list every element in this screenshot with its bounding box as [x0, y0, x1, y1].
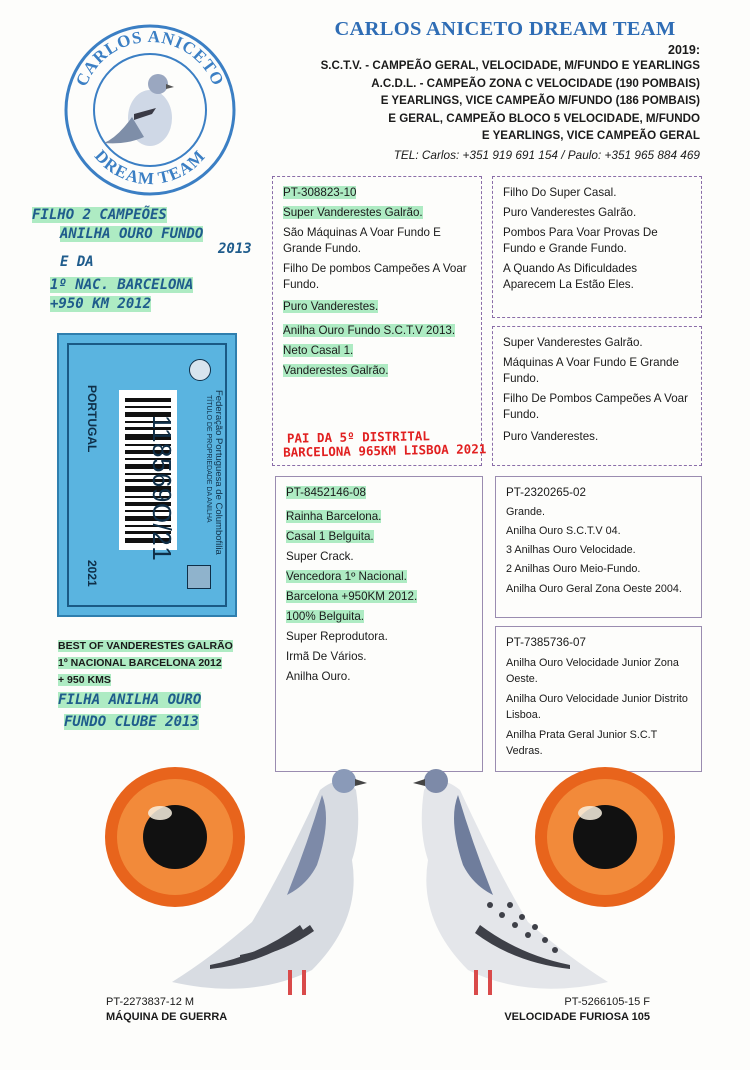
dam-note: Super Crack. [286, 550, 354, 563]
caption-line: BEST OF VANDERESTES GALRÃO [58, 640, 233, 652]
dam-ring: PT-8452146-08 [286, 486, 366, 499]
achievement-line: A.C.D.L. - CAMPEÃO ZONA C VELOCIDADE (190 POMBAIS) [371, 76, 700, 90]
sire-sire-note: Pombos Para Voar Provas De Fundo e Grande Fundo. [503, 226, 658, 255]
sire-sire-note: Puro Vanderestes Galrão. [503, 206, 637, 219]
dam-highlight: 100% Belguita. [286, 610, 364, 623]
caption-line: 1º NACIONAL BARCELONA 2012 [58, 657, 222, 669]
hand-note-line: FILHO 2 CAMPEÕES [32, 207, 167, 223]
dam-dam-note: Anilha Ouro Velocidade Junior Zona Oeste. [506, 657, 679, 685]
right-bird-name: VELOCIDADE FURIOSA 105 [504, 1011, 650, 1023]
ring-ownership-card [57, 333, 237, 617]
sire-highlight: Vanderestes Galrão. [283, 364, 389, 377]
achievement-line: E YEARLINGS, VICE CAMPEÃO GERAL [481, 129, 700, 142]
sire-dam-note: Puro Vanderestes. [503, 430, 599, 443]
handwritten-notes [28, 206, 268, 314]
sire-dam-box [492, 326, 702, 466]
hand-note-line: 2013 [218, 241, 252, 257]
sire-dam-note: Super Vanderestes Galrão. [503, 336, 643, 349]
caption-hand-line: FILHA ANILHA OURO [58, 692, 202, 708]
card-country: PORTUGAL [85, 385, 99, 453]
achievement-line: E YEARLINGS, VICE CAMPEÃO M/FUNDO (186 POMBAIS) [380, 94, 700, 107]
ring-number: 118569O/21 [147, 415, 177, 562]
dam-dam-note: Anilha Prata Geral Junior S.C.T Vedras. [506, 729, 658, 757]
sire-highlight: Anilha Ouro Fundo S.C.T.V 2013. [283, 324, 456, 337]
card-title-line: TÍTULO DE PROPRIEDADE DA ANILHA [205, 395, 212, 523]
team-stamp-logo [62, 22, 238, 198]
parent-pigeons-photo [90, 755, 690, 1015]
handwritten-red-note [283, 428, 487, 460]
dam-dam-box [495, 626, 702, 772]
results-year: 2019: [668, 43, 700, 57]
caption-line: + 950 KMS [58, 674, 111, 686]
federation-emblem-icon [189, 359, 211, 381]
hand-note-line: E DA [60, 254, 94, 270]
sire-note: Filho De pombos Campeões A Voar Fundo. [283, 262, 467, 291]
dam-note: Irmã De Vários. [286, 650, 367, 663]
dam-dam-note: Anilha Ouro Velocidade Junior Distrito Lisboa. [506, 693, 688, 721]
sire-name: Super Vanderestes Galrão. [283, 206, 423, 219]
sire-sire-note: A Quando As Dificuldades Aparecem La Estão Eles. [503, 262, 638, 291]
hologram-icon [187, 565, 211, 589]
dam-highlight: Casal 1 Belguita. [286, 530, 374, 543]
sire-ring: PT-308823-10 [283, 186, 357, 199]
stamp-top-text: CARLOS ANICETO [71, 26, 229, 90]
sire-dam-note: Máquinas A Voar Fundo E Grande Fundo. [503, 356, 679, 385]
achievement-line: S.C.T.V. - CAMPEÃO GERAL, VELOCIDADE, M/FUNDO E YEARLINGS [320, 59, 700, 72]
dam-note: Super Reprodutora. [286, 630, 388, 643]
dam-note: Anilha Ouro. [286, 670, 351, 683]
right-bird-caption [504, 995, 650, 1025]
left-bird-name: MÁQUINA DE GUERRA [106, 1011, 228, 1023]
dam-sire-note: 3 Anilhas Ouro Velocidade. [506, 544, 636, 556]
achievement-line: E GERAL, CAMPEÃO BLOCO 5 VELOCIDADE, M/FUNDO [388, 111, 700, 125]
dam-highlight: Rainha Barcelona. [286, 510, 382, 523]
contact-phones: TEL: Carlos: +351 919 691 154 / Paulo: +351 965 884 469 [393, 147, 700, 162]
dam-dam-ring: PT-7385736-07 [506, 636, 586, 649]
left-bird-caption [106, 995, 227, 1025]
sire-highlight: Puro Vanderestes. [283, 300, 379, 313]
dam-sire-box [495, 476, 702, 618]
sire-sire-box [492, 176, 702, 318]
right-eye-icon [535, 767, 675, 907]
left-bird-ring: PT-2273837-12 M [106, 996, 195, 1008]
stamp-pigeon-icon [104, 74, 174, 146]
stamp-bottom-text: DREAM TEAM [90, 146, 210, 189]
dam-highlight: Vencedora 1º Nacional. [286, 570, 407, 583]
sire-dam-note: Filho De Pombos Campeões A Voar Fundo. [503, 392, 688, 421]
sire-box [272, 176, 482, 466]
hand-note-line: ANILHA OURO FUNDO [60, 226, 204, 242]
sire-sire-note: Filho Do Super Casal. [503, 186, 617, 199]
card-year: 2021 [85, 560, 99, 587]
sire-note: São Máquinas A Voar Fundo E Grande Fundo. [283, 226, 441, 255]
caption-hand-line: FUNDO CLUBE 2013 [64, 714, 199, 730]
red-note-line: PAI DA 5º DISTRITAL [286, 428, 430, 446]
dam-highlight: Barcelona +950KM 2012. [286, 590, 418, 603]
right-bird-ring: PT-5266105-15 F [564, 996, 650, 1008]
hand-note-line: +950 KM 2012 [50, 296, 152, 312]
breeder-header [270, 18, 700, 164]
dam-sire-note: Grande. [506, 506, 546, 518]
red-note-line: BARCELONA 965KM LISBOA 2021 [282, 441, 487, 460]
card-federation: Federação Portuguesa de Columbofilia [213, 390, 224, 555]
left-eye-icon [105, 767, 245, 907]
hand-note-line: 1º NAC. BARCELONA [50, 277, 194, 293]
dam-box [275, 476, 483, 772]
sire-highlight: Neto Casal 1. [283, 344, 354, 357]
offspring-caption [58, 638, 278, 733]
dam-sire-ring: PT-2320265-02 [506, 486, 586, 499]
dam-sire-note: 2 Anilhas Ouro Meio-Fundo. [506, 563, 641, 575]
dam-sire-note: Anilha Ouro S.C.T.V 04. [506, 525, 621, 537]
dam-sire-note: Anilha Ouro Geral Zona Oeste 2004. [506, 583, 682, 595]
team-title: CARLOS ANICETO DREAM TEAM [334, 18, 676, 40]
